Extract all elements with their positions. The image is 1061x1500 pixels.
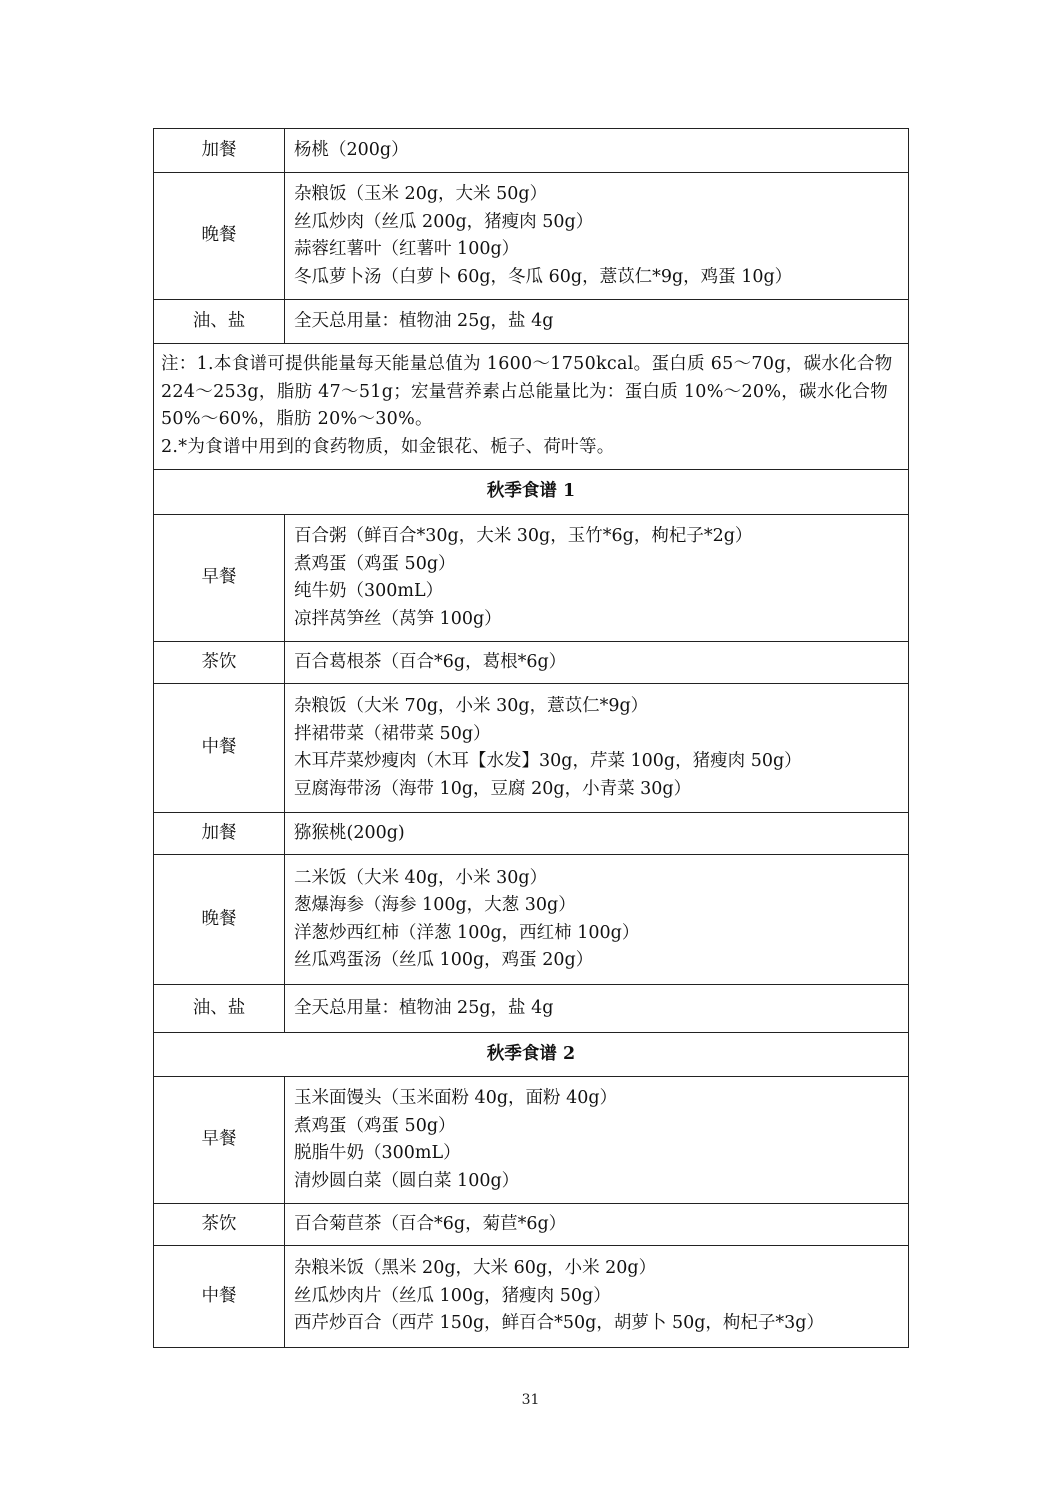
dish-line: 丝瓜炒肉（丝瓜 200g，猪瘦肉 50g） <box>294 211 594 232</box>
table-row <box>154 1077 909 1204</box>
table-row <box>154 855 909 985</box>
meal-content <box>285 684 909 813</box>
table-row <box>154 642 909 684</box>
meal-label: 茶饮 <box>154 1204 285 1246</box>
dish-line: 纯牛奶（300mL） <box>294 581 444 601</box>
meal-content <box>285 515 909 642</box>
section-title-row <box>154 1033 909 1077</box>
dish-line: 百合葛根茶（百合*6g，葛根*6g） <box>294 651 567 672</box>
dish-line: 杂粮饭（玉米 20g，大米 50g） <box>294 184 548 204</box>
meal-content <box>285 985 909 1033</box>
section-title: 秋季食谱 2 <box>154 1033 909 1077</box>
dish-line: 丝瓜鸡蛋汤（丝瓜 100g，鸡蛋 20g） <box>294 950 594 970</box>
meal-content <box>285 1246 909 1348</box>
page-number: 31 <box>521 1392 540 1408</box>
meal-label: 中餐 <box>154 684 285 813</box>
dish-line: 杨桃（200g） <box>294 139 409 160</box>
dish-line: 丝瓜炒肉片（丝瓜 100g，猪瘦肉 50g） <box>294 1285 611 1306</box>
dish-line: 二米饭（大米 40g，小米 30g） <box>294 867 548 888</box>
meal-label: 加餐 <box>154 129 285 173</box>
dish-line: 脱脂牛奶（300mL） <box>294 1143 461 1163</box>
meal-content <box>285 855 909 985</box>
table-row <box>154 173 909 300</box>
dish-line: 玉米面馒头（玉米面粉 40g，面粉 40g） <box>294 1088 618 1108</box>
dish-line: 清炒圆白菜（圆白菜 100g） <box>294 1170 520 1191</box>
meal-label: 晚餐 <box>154 855 285 985</box>
table-row <box>154 813 909 855</box>
meal-label: 油、盐 <box>154 300 285 344</box>
meal-content <box>285 300 909 344</box>
note-line: 2.*为食谱中用到的食药物质，如金银花、栀子、荷叶等。 <box>161 436 615 457</box>
dish-line: 西芹炒百合（西芹 150g，鲜百合*50g，胡萝卜 50g，枸杞子*3g） <box>294 1313 825 1334</box>
dish-line: 百合菊苣茶（百合*6g，菊苣*6g） <box>294 1213 567 1234</box>
note-cell <box>154 344 909 470</box>
note-row <box>154 344 909 470</box>
meal-label: 加餐 <box>154 813 285 855</box>
dish-line: 葱爆海参（海参 100g，大葱 30g） <box>294 895 576 915</box>
dish-line: 蒜蓉红薯叶（红薯叶 100g） <box>294 239 520 259</box>
meal-content <box>285 642 909 684</box>
meal-label: 油、盐 <box>154 985 285 1033</box>
meal-label: 茶饮 <box>154 642 285 684</box>
dish-line: 洋葱炒西红柿（洋葱 100g，西红柿 100g） <box>294 922 640 943</box>
table-row <box>154 515 909 642</box>
dish-line: 猕猴桃(200g) <box>294 822 405 843</box>
table-row <box>154 129 909 173</box>
table-row <box>154 300 909 344</box>
diet-menu-table <box>153 128 909 1348</box>
note-line: 注：1.本食谱可提供能量每天能量总值为 1600～1750kcal。蛋白质 65～70g，碳水化合物 224～253g，脂肪 47～51g；宏量营养素占总能量比为：蛋白质 10%～20%，碳水化合物 50%～60%，脂肪 20%～30%。 <box>161 354 893 429</box>
table-row <box>154 1246 909 1348</box>
dish-line: 煮鸡蛋（鸡蛋 50g） <box>294 1115 456 1136</box>
dish-line: 杂粮米饭（黑米 20g，大米 60g，小米 20g） <box>294 1258 657 1279</box>
dish-line: 全天总用量：植物油 25g，盐 4g <box>294 997 554 1018</box>
meal-label: 晚餐 <box>154 173 285 300</box>
dish-line: 全天总用量：植物油 25g，盐 4g <box>294 310 554 331</box>
meal-label: 早餐 <box>154 515 285 642</box>
meal-label: 早餐 <box>154 1077 285 1204</box>
table-row <box>154 985 909 1033</box>
section-title-row <box>154 470 909 515</box>
dish-line: 拌裙带菜（裙带菜 50g） <box>294 723 491 744</box>
meal-content <box>285 1077 909 1204</box>
table-row <box>154 1204 909 1246</box>
dish-line: 冬瓜萝卜汤（白萝卜 60g，冬瓜 60g，薏苡仁*9g，鸡蛋 10g） <box>294 266 793 287</box>
dish-line: 木耳芹菜炒瘦肉（木耳【水发】30g，芹菜 100g，猪瘦肉 50g） <box>294 751 802 771</box>
meal-content <box>285 129 909 173</box>
meal-content <box>285 813 909 855</box>
meal-content <box>285 1204 909 1246</box>
table-row <box>154 684 909 813</box>
dish-line: 杂粮饭（大米 70g，小米 30g，薏苡仁*9g） <box>294 696 649 716</box>
meal-content <box>285 173 909 300</box>
section-title: 秋季食谱 1 <box>154 470 909 515</box>
dish-line: 煮鸡蛋（鸡蛋 50g） <box>294 553 456 574</box>
dish-line: 百合粥（鲜百合*30g，大米 30g，玉竹*6g，枸杞子*2g） <box>294 526 753 546</box>
dish-line: 豆腐海带汤（海带 10g，豆腐 20g，小青菜 30g） <box>294 778 692 799</box>
dish-line: 凉拌莴笋丝（莴笋 100g） <box>294 608 502 629</box>
meal-label: 中餐 <box>154 1246 285 1348</box>
